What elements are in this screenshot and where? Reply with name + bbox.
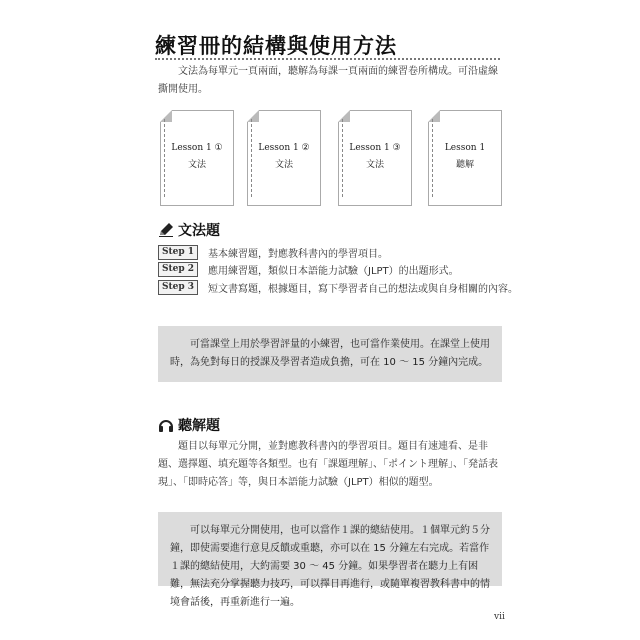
booklet-2 — [247, 110, 321, 206]
listening-heading-text: 聽解題 — [178, 418, 220, 434]
step-label: Step 2 — [158, 262, 198, 277]
page-title: 練習冊的結構與使用方法 — [155, 34, 397, 58]
grammar-heading-text: 文法題 — [178, 223, 220, 239]
grammar-heading — [158, 220, 220, 240]
booklet-lesson: Lesson 1 ② — [258, 143, 310, 153]
page-fold-icon — [247, 110, 259, 122]
booklet-lesson: Lesson 1 ① — [171, 143, 223, 153]
booklet-label: 文法 — [365, 160, 384, 170]
booklet-lesson: Lesson 1 — [444, 143, 486, 153]
step-text: 應用練習題，類似日本語能力試驗（JLPT）的出題形式。 — [208, 266, 459, 277]
headphones-icon — [158, 417, 174, 433]
title-rule — [155, 58, 500, 60]
listening-body: 題目以每單元分開，並對應教科書內的學習項目。題目有速連看、是非題、選擇題、填充題等各類型。也有「課題理解」、「ポイント理解」、「発話表現」、「即時応答」等，與日本語能力試驗（JLPT）相似的題型。 — [158, 441, 498, 488]
page-fold-icon — [428, 110, 440, 122]
step-row — [158, 245, 388, 260]
page-fold-icon — [160, 110, 172, 122]
intro-text: 文法為每單元一頁兩面，聽解為每課一頁兩面的練習卷所構成。可沿虛線撕開使用。 — [158, 66, 498, 95]
booklet-label: 文法 — [187, 160, 206, 170]
booklet-lesson: Lesson 1 ③ — [349, 143, 401, 153]
step-row — [158, 280, 518, 295]
booklet-label: 聽解 — [455, 160, 474, 170]
pencil-icon — [158, 222, 174, 238]
step-text: 基本練習題，對應教科書內的學習項目。 — [208, 249, 388, 260]
page-fold-icon — [338, 110, 350, 122]
step-label: Step 3 — [158, 280, 198, 295]
booklet-1 — [160, 110, 234, 206]
step-label: Step 1 — [158, 245, 198, 260]
booklet-label: 文法 — [274, 160, 293, 170]
booklet-4 — [428, 110, 502, 206]
listening-heading — [158, 415, 220, 435]
step-text: 短文書寫題，根據題目，寫下學習者自己的想法或與自身相關的內容。 — [208, 284, 518, 295]
step-row — [158, 262, 459, 277]
page-number: vii — [494, 612, 505, 622]
grammar-note-box: 可當課堂上用於學習評量的小練習，也可當作業使用。在課堂上使用時，為免對每日的授課及學習者造成負擔，可在 10 ～ 15 分鐘內完成。 — [158, 326, 502, 382]
listening-note-box: 可以每單元分開使用，也可以當作１課的總結使用。１個單元約５分鐘，即使需要進行意見反饋或重聽，亦可以在 15 分鐘左右完成。若當作１課的總結使用，大約需要 30 ～ 45 分鐘。如果學習者在聽力上有困難，無法充分掌握聽力技巧，可以擇日再進行，或隨單複習教科書中的情境會話後，再重新進行一遍。 — [158, 512, 502, 586]
booklet-3 — [338, 110, 412, 206]
